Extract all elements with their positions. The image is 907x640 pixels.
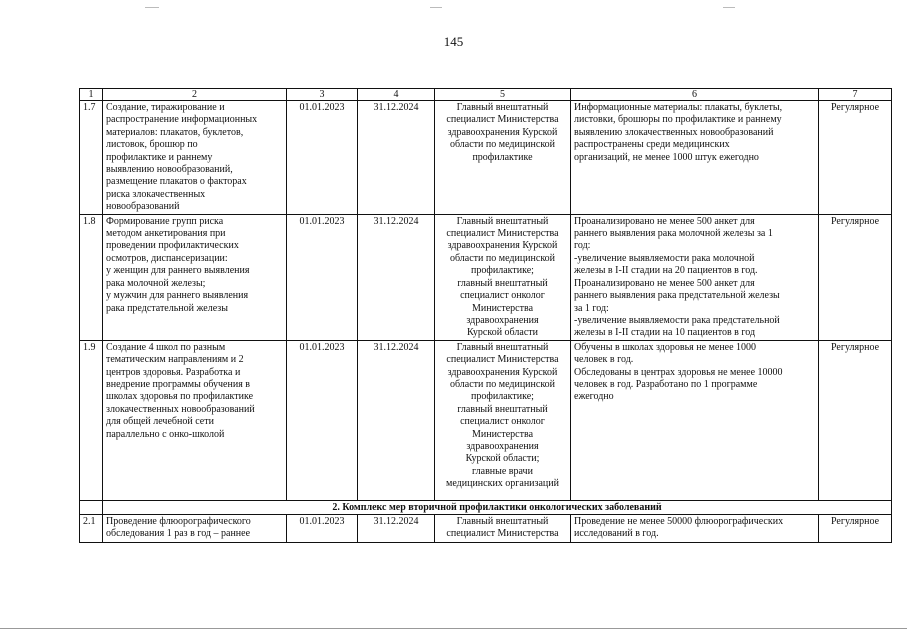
result-cell (571, 514, 819, 542)
text-line: у женщин для раннего выявления (106, 265, 250, 277)
text-line: главный внештатный (457, 403, 548, 415)
text-line: человек в год. Разработано по 1 программе (574, 378, 758, 390)
text-line: рака предстательной железы (106, 302, 228, 314)
responsible-cell (435, 101, 571, 215)
text-line: Создание, тиражирование и (106, 102, 225, 113)
result-cell (571, 214, 819, 340)
text-line: профилактике; (471, 391, 534, 403)
activity-cell (103, 101, 287, 215)
start-date-cell: 01.01.2023 (287, 101, 358, 215)
text-line: у мужчин для раннего выявления (106, 290, 249, 302)
periodicity-cell: Регулярное (819, 101, 892, 215)
text-line: Обследованы в центрах здоровья не менее 10000 (574, 366, 783, 378)
periodicity-cell: Регулярное (819, 340, 892, 500)
text-line: за 1 год: (574, 302, 609, 314)
activity-cell (103, 514, 287, 542)
start-date-cell: 01.01.2023 (287, 214, 358, 340)
text-line: Главный внештатный (456, 515, 549, 527)
text-line: раннего выявления рака предстательной железы (574, 290, 780, 302)
text-line: организаций, не менее 1000 штук ежегодно (574, 151, 759, 163)
row-number: 1.7 (80, 101, 103, 215)
text-line: Главный внештатный (456, 341, 549, 353)
text-line: области по медицинской (449, 378, 556, 390)
text-line: профилактике (472, 151, 533, 163)
text-line: распространение информационных (106, 114, 258, 126)
text-line: профилактике и раннему (106, 151, 213, 163)
header-row (80, 89, 892, 101)
text-line: Обучены в школах здоровья не менее 1000 (574, 341, 757, 353)
periodicity-cell: Регулярное (819, 514, 892, 542)
text-line: специалист онколог (460, 290, 545, 302)
text-line: специалист онколог (460, 416, 545, 428)
end-date-cell: 31.12.2024 (358, 340, 435, 500)
text-line: медицинских организаций (446, 478, 559, 490)
scan-bottom-edge (0, 628, 907, 629)
text-line: ежегодно (574, 391, 614, 403)
text-line: Главный внештатный (456, 102, 549, 113)
text-line: материалов: плакатов, буклетов, (106, 126, 244, 138)
text-line: обследования 1 раз в год – раннее (106, 528, 251, 540)
row-number: 1.8 (80, 214, 103, 340)
text-line: для общей лечебной сети (106, 416, 214, 428)
text-line: листовки, брошюры по профилактике и раннему (574, 114, 782, 126)
text-line: Создание 4 школ по разным (106, 341, 226, 353)
periodicity-cell: Регулярное (819, 214, 892, 340)
text-line: -увеличение выявляемости рака предстательной (574, 314, 780, 326)
text-line: железы в I-II стадии на 20 пациентов в год. (574, 265, 758, 277)
table-row (80, 101, 892, 215)
text-line: специалист Министерства (446, 354, 559, 366)
text-line: раннего выявления рака молочной железы за 1 (574, 228, 773, 240)
text-line: Курской области; (465, 453, 540, 465)
text-line: Министерства (471, 302, 534, 314)
text-line: параллельно с онко-школой (106, 428, 225, 440)
text-line: выявлению новообразований, (106, 164, 233, 176)
text-line: осмотров, диспансеризации: (106, 252, 228, 264)
text-line: риска злокачественных (106, 188, 206, 200)
result-cell (571, 101, 819, 215)
text-line: главные врачи (472, 465, 533, 477)
row-number: 1.9 (80, 340, 103, 500)
text-line: проведении профилактических (106, 240, 239, 252)
text-line: размещение плакатов о факторах (106, 176, 247, 188)
result-cell (571, 340, 819, 500)
column-header: 5 (435, 89, 571, 101)
activity-cell (103, 340, 287, 500)
responsible-cell (435, 214, 571, 340)
text-line: здравоохранения Курской (447, 366, 558, 378)
responsible-cell (435, 514, 571, 542)
text-line: Проведение флюорографического (106, 515, 251, 527)
text-line: выявлению злокачественных новообразований (574, 126, 774, 138)
text-line: Формирование групп риска (106, 215, 224, 227)
text-line: распространены среди медицинских (574, 139, 730, 151)
column-header: 1 (80, 89, 103, 101)
section-header-row (80, 500, 892, 514)
end-date-cell: 31.12.2024 (358, 101, 435, 215)
section-number-cell (80, 500, 103, 514)
text-line: здравоохранения Курской (447, 126, 558, 138)
text-line: -увеличение выявляемости рака молочной (574, 252, 755, 264)
column-header: 6 (571, 89, 819, 101)
row-number: 2.1 (80, 514, 103, 542)
text-line: год: (574, 240, 591, 252)
activity-cell (103, 214, 287, 340)
text-line: железы в I-II стадии на 10 пациентов в год (574, 327, 756, 339)
text-line: здравоохранения Курской (447, 240, 558, 252)
text-line: специалист Министерства (446, 114, 559, 126)
text-line: области по медицинской (449, 139, 556, 151)
table-row (80, 514, 892, 542)
text-line: Проанализировано не менее 500 анкет для (574, 215, 755, 227)
section-title: 2. Комплекс мер вторичной профилактики онкологических заболеваний (103, 500, 892, 514)
text-line: главный внештатный (457, 277, 548, 289)
text-line: Министерства (471, 428, 534, 440)
top-edge-mark (723, 7, 735, 8)
text-line: листовок, брошюр по (106, 139, 198, 151)
column-header: 7 (819, 89, 892, 101)
text-line: внедрение программы обучения в (106, 378, 251, 390)
text-line: Проанализировано не менее 500 анкет для (574, 277, 755, 289)
text-line: Информационные материалы: плакаты, буклеты, (574, 102, 783, 113)
text-line: школах здоровья по профилактике (106, 391, 254, 403)
start-date-cell: 01.01.2023 (287, 514, 358, 542)
text-line: исследований в год. (574, 528, 659, 540)
table-row (80, 340, 892, 500)
text-line: Главный внештатный (456, 215, 549, 227)
text-line: методом анкетирования при (106, 228, 226, 240)
text-line: центров здоровья. Разработка и (106, 366, 241, 378)
plan-table (79, 88, 892, 543)
table-row (80, 214, 892, 340)
page-number: 145 (443, 34, 464, 49)
start-date-cell: 01.01.2023 (287, 340, 358, 500)
top-edge-mark (145, 7, 159, 8)
text-line: Проведение не менее 50000 флюорографических (574, 515, 784, 527)
text-line: тематическим направлениям и 2 (106, 354, 244, 366)
top-edge-mark (430, 7, 442, 8)
text-line: Курской области (467, 327, 538, 339)
text-line: человек в год. (574, 354, 634, 366)
responsible-cell (435, 340, 571, 500)
text-line: профилактике; (471, 265, 534, 277)
column-header: 4 (358, 89, 435, 101)
text-line: здравоохранения (466, 314, 539, 326)
text-line: специалист Министерства (446, 528, 559, 540)
text-line: здравоохранения (466, 440, 539, 452)
end-date-cell: 31.12.2024 (358, 214, 435, 340)
text-line: рака молочной железы; (106, 277, 206, 289)
text-line: специалист Министерства (446, 228, 559, 240)
column-header: 3 (287, 89, 358, 101)
text-line: злокачественных новообразований (106, 403, 255, 415)
end-date-cell: 31.12.2024 (358, 514, 435, 542)
text-line: новообразований (106, 201, 180, 213)
column-header: 2 (103, 89, 287, 101)
text-line: области по медицинской (449, 252, 556, 264)
